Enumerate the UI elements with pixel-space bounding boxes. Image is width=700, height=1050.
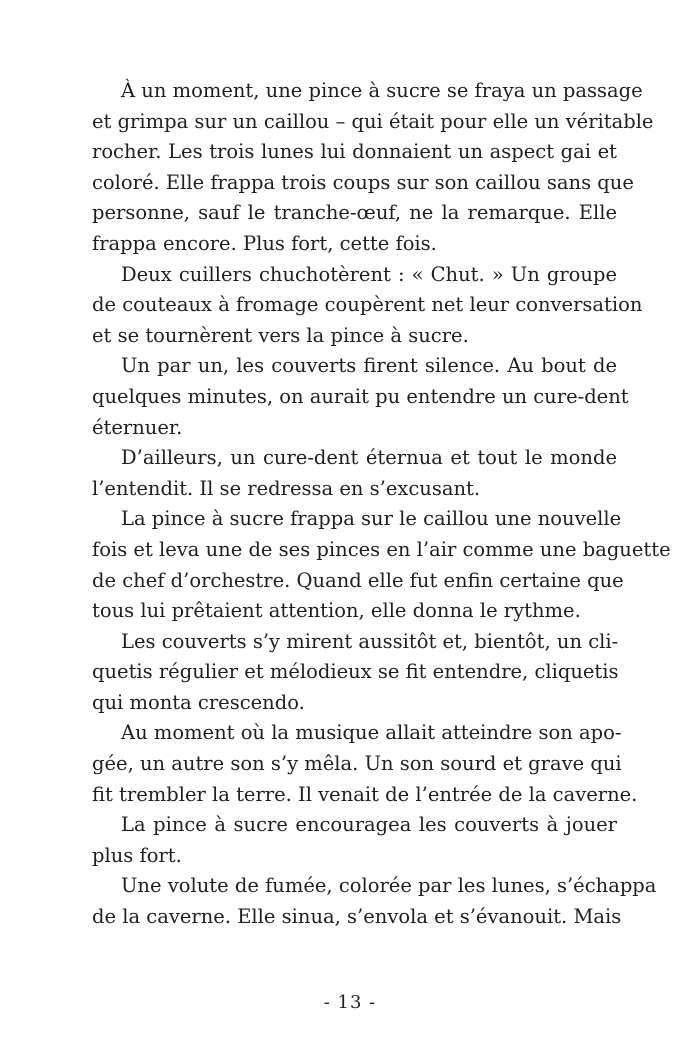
text-line: et grimpa sur un caillou – qui était pour elle un véritable <box>92 109 654 133</box>
text-line: qui monta crescendo. <box>92 690 305 714</box>
text-line: Deux cuillers chuchotèrent : « Chut. » Un groupe <box>121 262 617 286</box>
text-line: l’entendit. Il se redressa en s’excusant. <box>92 476 481 500</box>
text-line: Les couverts s’y mirent aussitôt et, bientôt, un cli- <box>121 629 619 653</box>
text-line: de chef d’orchestre. Quand elle fut enfin certaine que <box>92 568 624 592</box>
text-line: coloré. Elle frappa trois coups sur son caillou sans que <box>92 170 634 194</box>
text-line: quetis régulier et mélodieux se fit entendre, cliquetis <box>92 660 619 684</box>
text-line: La pince à sucre encouragea les couverts à jouer <box>121 813 617 837</box>
text-line: Au moment où la musique allait atteindre son apo- <box>121 721 622 745</box>
text-line: fit trembler la terre. Il venait de l’entrée de la caverne. <box>92 782 638 806</box>
text-line: Un par un, les couverts firent silence. Au bout de <box>121 354 617 378</box>
text-line: À un moment, une pince à sucre se fraya un passage <box>121 79 643 102</box>
body-text <box>92 76 671 933</box>
text-line: La pince à sucre frappa sur le caillou une nouvelle <box>121 507 622 531</box>
text-line: frappa encore. Plus fort, cette fois. <box>92 231 437 255</box>
text-line: plus fort. <box>92 843 182 867</box>
text-line: de couteaux à fromage coupèrent net leur conversation <box>92 293 643 317</box>
text-line: et se tournèrent vers la pince à sucre. <box>92 323 469 347</box>
page-number: - 13 - <box>323 992 377 1013</box>
text-line: éternuer. <box>92 415 183 439</box>
text-line: fois et leva une de ses pinces en l’air comme une baguette <box>92 537 671 561</box>
text-line: personne, sauf le tranche-œuf, ne la remarque. Elle <box>92 201 617 225</box>
text-line: D’ailleurs, un cure-dent éternua et tout le monde <box>121 446 617 470</box>
text-line: Une volute de fumée, colorée par les lunes, s’échappa <box>121 874 657 898</box>
text-line: rocher. Les trois lunes lui donnaient un aspect gai et <box>92 140 617 164</box>
text-line: gée, un autre son s’y mêla. Un son sourd et grave qui <box>92 752 622 776</box>
text-line: tous lui prêtaient attention, elle donna le rythme. <box>92 599 581 623</box>
text-line: quelques minutes, on aurait pu entendre un cure-dent <box>92 384 629 408</box>
text-line: de la caverne. Elle sinua, s’envola et s’évanouit. Mais <box>92 905 622 929</box>
